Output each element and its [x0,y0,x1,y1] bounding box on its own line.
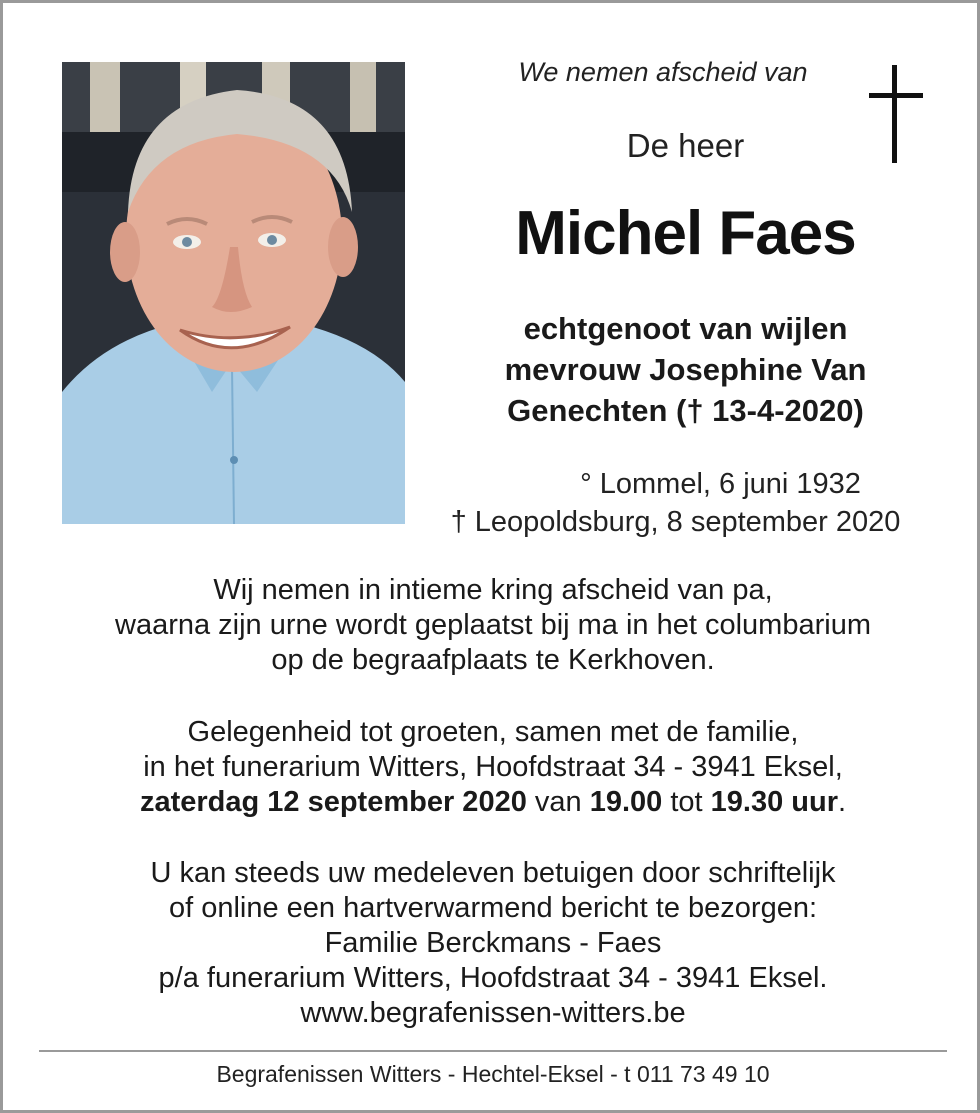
paragraph-line: op de begraafplaats te Kerkhoven. [271,644,715,676]
divider [39,1050,947,1052]
paragraph-line: Wij nemen in intieme kring afscheid van pa, [213,574,773,606]
cross-icon [865,65,927,163]
paragraph-line: waarna zijn urne wordt geplaatst bij ma in het columbarium [115,609,871,641]
connector-text: tot [662,786,711,818]
start-time: 19.00 [589,786,663,818]
spouse-line: echtgenoot van wijlen [523,311,848,346]
connector-text: van [526,786,590,818]
spouse-line: mevrouw Josephine Van [504,352,867,387]
website-link[interactable]: www.begrafenissen-witters.be [300,997,686,1029]
footer-text: Begrafenissen Witters - Hechtel-Eksel - t 011 73 49 10 [216,1061,770,1087]
paragraph-line: U kan steeds uw medeleven betuigen door schriftelijk [150,857,836,889]
life-dates [423,465,928,541]
paragraph-line: of online een hartverwarmend bericht te bezorgen: [168,892,818,924]
period: . [837,786,847,818]
family-name: Familie Berckmans - Faes [324,927,662,959]
spouse-info [443,308,928,431]
spouse-line: Genechten († 13-4-2020) [507,393,864,428]
end-time: 19.30 uur [710,786,838,818]
condolence-paragraph [43,856,943,1031]
honorific: De heer [626,127,745,164]
paragraph-line: Gelegenheid tot groeten, samen met de familie, [187,716,799,748]
intro-text: We nemen afscheid van [518,57,808,87]
visitation-date: zaterdag 12 september 2020 [139,786,527,818]
birth-date: ° Lommel, 6 juni 1932 [580,468,861,500]
deceased-name: Michel Faes [515,199,856,268]
portrait-photo [62,62,405,524]
paragraph-line: in het funerarium Witters, Hoofdstraat 34 - 3941 Eksel, [143,751,843,783]
address-line: p/a funerarium Witters, Hoofdstraat 34 - 3941 Eksel. [158,962,828,994]
visitation-paragraph [43,715,943,820]
ceremony-paragraph [43,573,943,678]
visitation-time-line [43,785,943,820]
death-date: † Leopoldsburg, 8 september 2020 [450,506,901,538]
